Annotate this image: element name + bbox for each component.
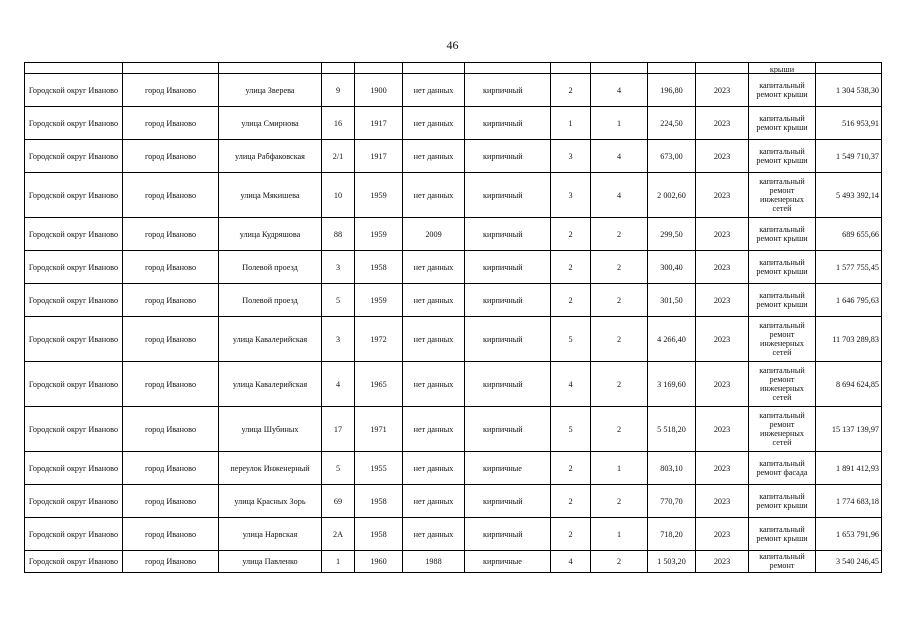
cell-plan-year: 2023: [696, 107, 749, 140]
housing-repair-table: [24, 62, 882, 573]
cell-overhaul-year: нет данных: [403, 173, 465, 218]
cell-work-type: [749, 107, 816, 140]
cell-build-year: 1955: [355, 452, 403, 485]
cell-entrances: 2: [591, 551, 648, 573]
cell-work-type: [749, 518, 816, 551]
cell-locality: город Иваново: [123, 284, 219, 317]
cell-floors: 5: [551, 407, 591, 452]
cell-street: Полевой проезд: [219, 284, 322, 317]
cell-plan-year: 2023: [696, 284, 749, 317]
cell-house-number: 69: [322, 485, 355, 518]
cell-entrances: [591, 63, 648, 74]
cell-floors: 2: [551, 452, 591, 485]
cell-plan-year: 2023: [696, 485, 749, 518]
cell-work-type: [749, 362, 816, 407]
cell-cost: 3 540 246,45: [816, 551, 882, 573]
cell-area: 1 503,20: [648, 551, 696, 573]
cell-area: 301,50: [648, 284, 696, 317]
cell-plan-year: 2023: [696, 74, 749, 107]
cell-cost: 15 137 139,97: [816, 407, 882, 452]
cell-floors: 4: [551, 362, 591, 407]
cell-work-type: [749, 407, 816, 452]
cell-work-type: [749, 452, 816, 485]
cell-work-type: [749, 284, 816, 317]
work-type-text: капитальный ремонт инженерных сетей: [759, 411, 805, 447]
cell-overhaul-year: нет данных: [403, 407, 465, 452]
cell-cost: 1 653 791,96: [816, 518, 882, 551]
cell-work-type: [749, 251, 816, 284]
cell-plan-year: 2023: [696, 362, 749, 407]
cell-municipality: Городской округ Иваново: [25, 362, 123, 407]
cell-floors: 2: [551, 218, 591, 251]
cell-locality: город Иваново: [123, 485, 219, 518]
cell-locality: город Иваново: [123, 251, 219, 284]
cell-street: Полевой проезд: [219, 251, 322, 284]
cell-wall-material: [465, 63, 551, 74]
cell-street: улица Мякишева: [219, 173, 322, 218]
cell-floors: 2: [551, 251, 591, 284]
cell-municipality: Городской округ Иваново: [25, 452, 123, 485]
cell-plan-year: 2023: [696, 251, 749, 284]
cell-house-number: 4: [322, 362, 355, 407]
cell-plan-year: 2023: [696, 317, 749, 362]
cell-locality: город Иваново: [123, 317, 219, 362]
cell-house-number: 10: [322, 173, 355, 218]
cell-cost: 1 304 538,30: [816, 74, 882, 107]
cell-overhaul-year: нет данных: [403, 452, 465, 485]
cell-build-year: [355, 63, 403, 74]
cell-cost: 689 655,66: [816, 218, 882, 251]
cell-street: улица Рабфаковская: [219, 140, 322, 173]
cell-build-year: 1971: [355, 407, 403, 452]
work-type-text: капитальный ремонт крыши: [756, 291, 808, 309]
cell-overhaul-year: нет данных: [403, 485, 465, 518]
cell-wall-material: кирпичный: [465, 74, 551, 107]
page-number: 46: [446, 38, 459, 52]
cell-house-number: 9: [322, 74, 355, 107]
cell-locality: город Иваново: [123, 452, 219, 485]
cell-overhaul-year: нет данных: [403, 284, 465, 317]
cell-municipality: Городской округ Иваново: [25, 140, 123, 173]
cell-cost: 5 493 392,14: [816, 173, 882, 218]
cell-wall-material: кирпичные: [465, 452, 551, 485]
cell-floors: [551, 63, 591, 74]
table-row: [25, 140, 882, 173]
cell-work-type: [749, 140, 816, 173]
cell-area: 299,50: [648, 218, 696, 251]
cell-street: улица Красных Зорь: [219, 485, 322, 518]
work-type-text: капитальный ремонт крыши: [756, 492, 808, 510]
cell-municipality: Городской округ Иваново: [25, 485, 123, 518]
cell-street: переулок Инженерный: [219, 452, 322, 485]
cell-overhaul-year: нет данных: [403, 74, 465, 107]
cell-locality: город Иваново: [123, 362, 219, 407]
cell-plan-year: 2023: [696, 407, 749, 452]
cell-build-year: 1958: [355, 485, 403, 518]
cell-floors: 3: [551, 173, 591, 218]
cell-street: улица Шубиных: [219, 407, 322, 452]
cell-house-number: 1: [322, 551, 355, 573]
cell-locality: город Иваново: [123, 518, 219, 551]
cell-house-number: 5: [322, 452, 355, 485]
table-row: [25, 362, 882, 407]
work-type-text: капитальный ремонт крыши: [756, 525, 808, 543]
cell-overhaul-year: 1988: [403, 551, 465, 573]
cell-overhaul-year: нет данных: [403, 362, 465, 407]
cell-floors: 2: [551, 518, 591, 551]
cell-street: улица Кавалерийская: [219, 362, 322, 407]
cell-entrances: 2: [591, 362, 648, 407]
table-row: [25, 317, 882, 362]
work-type-text: капитальный ремонт крыши: [756, 258, 808, 276]
cell-work-type: [749, 218, 816, 251]
cell-build-year: 1900: [355, 74, 403, 107]
cell-street: улица Кавалерийская: [219, 317, 322, 362]
cell-build-year: 1965: [355, 362, 403, 407]
cell-house-number: 5: [322, 284, 355, 317]
cell-locality: город Иваново: [123, 74, 219, 107]
cell-locality: город Иваново: [123, 218, 219, 251]
cell-wall-material: кирпичный: [465, 284, 551, 317]
cell-municipality: Городской округ Иваново: [25, 284, 123, 317]
table-row: [25, 485, 882, 518]
cell-overhaul-year: 2009: [403, 218, 465, 251]
cell-entrances: 1: [591, 452, 648, 485]
cell-floors: 2: [551, 284, 591, 317]
cell-cost: 516 953,91: [816, 107, 882, 140]
cell-street: улица Зверева: [219, 74, 322, 107]
cell-build-year: 1958: [355, 518, 403, 551]
table-row: [25, 407, 882, 452]
table-row: [25, 173, 882, 218]
cell-plan-year: 2023: [696, 518, 749, 551]
cell-overhaul-year: нет данных: [403, 251, 465, 284]
cell-entrances: 2: [591, 485, 648, 518]
cell-house-number: 3: [322, 317, 355, 362]
cell-cost: 1 577 755,45: [816, 251, 882, 284]
cell-floors: 4: [551, 551, 591, 573]
cell-wall-material: кирпичный: [465, 407, 551, 452]
cell-wall-material: кирпичные: [465, 551, 551, 573]
cell-house-number: [322, 63, 355, 74]
cell-locality: город Иваново: [123, 107, 219, 140]
cell-wall-material: кирпичный: [465, 485, 551, 518]
cell-work-type: [749, 485, 816, 518]
cell-build-year: 1917: [355, 107, 403, 140]
cell-locality: город Иваново: [123, 140, 219, 173]
cell-wall-material: кирпичный: [465, 251, 551, 284]
cell-work-type: [749, 173, 816, 218]
table-row: [25, 518, 882, 551]
cell-plan-year: 2023: [696, 551, 749, 573]
cell-entrances: 2: [591, 218, 648, 251]
cell-wall-material: кирпичный: [465, 173, 551, 218]
table-row: [25, 551, 882, 573]
work-type-text: капитальный ремонт крыши: [756, 114, 808, 132]
cell-wall-material: кирпичный: [465, 107, 551, 140]
cell-floors: 1: [551, 107, 591, 140]
cell-area: 803,10: [648, 452, 696, 485]
cell-build-year: 1972: [355, 317, 403, 362]
cell-area: 3 169,60: [648, 362, 696, 407]
cell-municipality: Городской округ Иваново: [25, 218, 123, 251]
cell-street: улица Нарвская: [219, 518, 322, 551]
cell-floors: 2: [551, 485, 591, 518]
cell-build-year: 1959: [355, 218, 403, 251]
cell-area: 300,40: [648, 251, 696, 284]
cell-municipality: Городской округ Иваново: [25, 518, 123, 551]
cell-street: улица Павленко: [219, 551, 322, 573]
table-row: [25, 251, 882, 284]
cell-area: [648, 63, 696, 74]
work-type-text: капитальный ремонт инженерных сетей: [759, 321, 805, 357]
cell-area: 196,80: [648, 74, 696, 107]
table-row: [25, 452, 882, 485]
cell-work-type: [749, 317, 816, 362]
cell-locality: город Иваново: [123, 551, 219, 573]
cell-cost: 11 703 289,83: [816, 317, 882, 362]
table-row: [25, 74, 882, 107]
cell-overhaul-year: нет данных: [403, 317, 465, 362]
cell-wall-material: кирпичный: [465, 518, 551, 551]
work-type-text: капитальный ремонт крыши: [756, 147, 808, 165]
cell-floors: 2: [551, 74, 591, 107]
cell-plan-year: 2023: [696, 218, 749, 251]
cell-work-type: [749, 63, 816, 74]
cell-municipality: Городской округ Иваново: [25, 107, 123, 140]
cell-house-number: 88: [322, 218, 355, 251]
cell-house-number: 16: [322, 107, 355, 140]
cell-street: улица Кудряшова: [219, 218, 322, 251]
cell-cost: 1 646 795,63: [816, 284, 882, 317]
carry-over-row: [25, 63, 882, 74]
cell-build-year: 1959: [355, 173, 403, 218]
cell-entrances: 2: [591, 284, 648, 317]
cell-entrances: 2: [591, 251, 648, 284]
cell-build-year: 1960: [355, 551, 403, 573]
table-row: [25, 284, 882, 317]
table-row: [25, 107, 882, 140]
cell-area: 2 002,60: [648, 173, 696, 218]
cell-locality: город Иваново: [123, 407, 219, 452]
cell-municipality: Городской округ Иваново: [25, 407, 123, 452]
cell-cost: 1 774 683,18: [816, 485, 882, 518]
cell-work-type: [749, 74, 816, 107]
cell-area: 673,00: [648, 140, 696, 173]
cell-cost: 8 694 624,85: [816, 362, 882, 407]
cell-cost: 1 891 412,93: [816, 452, 882, 485]
work-type-text: капитальный ремонт фасада: [756, 459, 808, 477]
cell-entrances: 2: [591, 317, 648, 362]
cell-municipality: Городской округ Иваново: [25, 173, 123, 218]
cell-street: улица Смирнова: [219, 107, 322, 140]
cell-area: 224,50: [648, 107, 696, 140]
cell-plan-year: 2023: [696, 140, 749, 173]
cell-area: 770,70: [648, 485, 696, 518]
cell-floors: 3: [551, 140, 591, 173]
cell-floors: 5: [551, 317, 591, 362]
cell-municipality: Городской округ Иваново: [25, 551, 123, 573]
cell-house-number: 2А: [322, 518, 355, 551]
cell-entrances: 4: [591, 74, 648, 107]
table-row: [25, 218, 882, 251]
cell-overhaul-year: нет данных: [403, 107, 465, 140]
cell-entrances: 1: [591, 518, 648, 551]
cell-area: 4 266,40: [648, 317, 696, 362]
cell-wall-material: кирпичный: [465, 317, 551, 362]
cell-house-number: 3: [322, 251, 355, 284]
work-type-text: капитальный ремонт: [759, 551, 805, 570]
cell-entrances: 4: [591, 140, 648, 173]
cell-build-year: 1958: [355, 251, 403, 284]
work-type-text: капитальный ремонт инженерных сетей: [759, 366, 805, 402]
cell-plan-year: 2023: [696, 173, 749, 218]
cell-overhaul-year: нет данных: [403, 140, 465, 173]
cell-overhaul-year: нет данных: [403, 518, 465, 551]
cell-street: [219, 63, 322, 74]
cell-overhaul-year: [403, 63, 465, 74]
cell-entrances: 2: [591, 407, 648, 452]
cell-municipality: Городской округ Иваново: [25, 251, 123, 284]
cell-municipality: Городской округ Иваново: [25, 74, 123, 107]
cell-house-number: 17: [322, 407, 355, 452]
cell-locality: [123, 63, 219, 74]
cell-wall-material: кирпичный: [465, 362, 551, 407]
cell-build-year: 1959: [355, 284, 403, 317]
cell-work-type: [749, 551, 816, 573]
cell-municipality: Городской округ Иваново: [25, 317, 123, 362]
cell-wall-material: кирпичный: [465, 218, 551, 251]
cell-cost: [816, 63, 882, 74]
work-type-text: крыши: [769, 64, 795, 74]
work-type-text: капитальный ремонт инженерных сетей: [759, 177, 805, 213]
cell-plan-year: 2023: [696, 452, 749, 485]
cell-house-number: 2/1: [322, 140, 355, 173]
cell-area: 5 518,20: [648, 407, 696, 452]
cell-entrances: 1: [591, 107, 648, 140]
cell-plan-year: [696, 63, 749, 74]
cell-entrances: 4: [591, 173, 648, 218]
work-type-text: капитальный ремонт крыши: [756, 81, 808, 99]
cell-municipality: [25, 63, 123, 74]
cell-area: 718,20: [648, 518, 696, 551]
cell-cost: 1 549 710,37: [816, 140, 882, 173]
cell-wall-material: кирпичный: [465, 140, 551, 173]
cell-locality: город Иваново: [123, 173, 219, 218]
cell-build-year: 1917: [355, 140, 403, 173]
work-type-text: капитальный ремонт крыши: [756, 225, 808, 243]
